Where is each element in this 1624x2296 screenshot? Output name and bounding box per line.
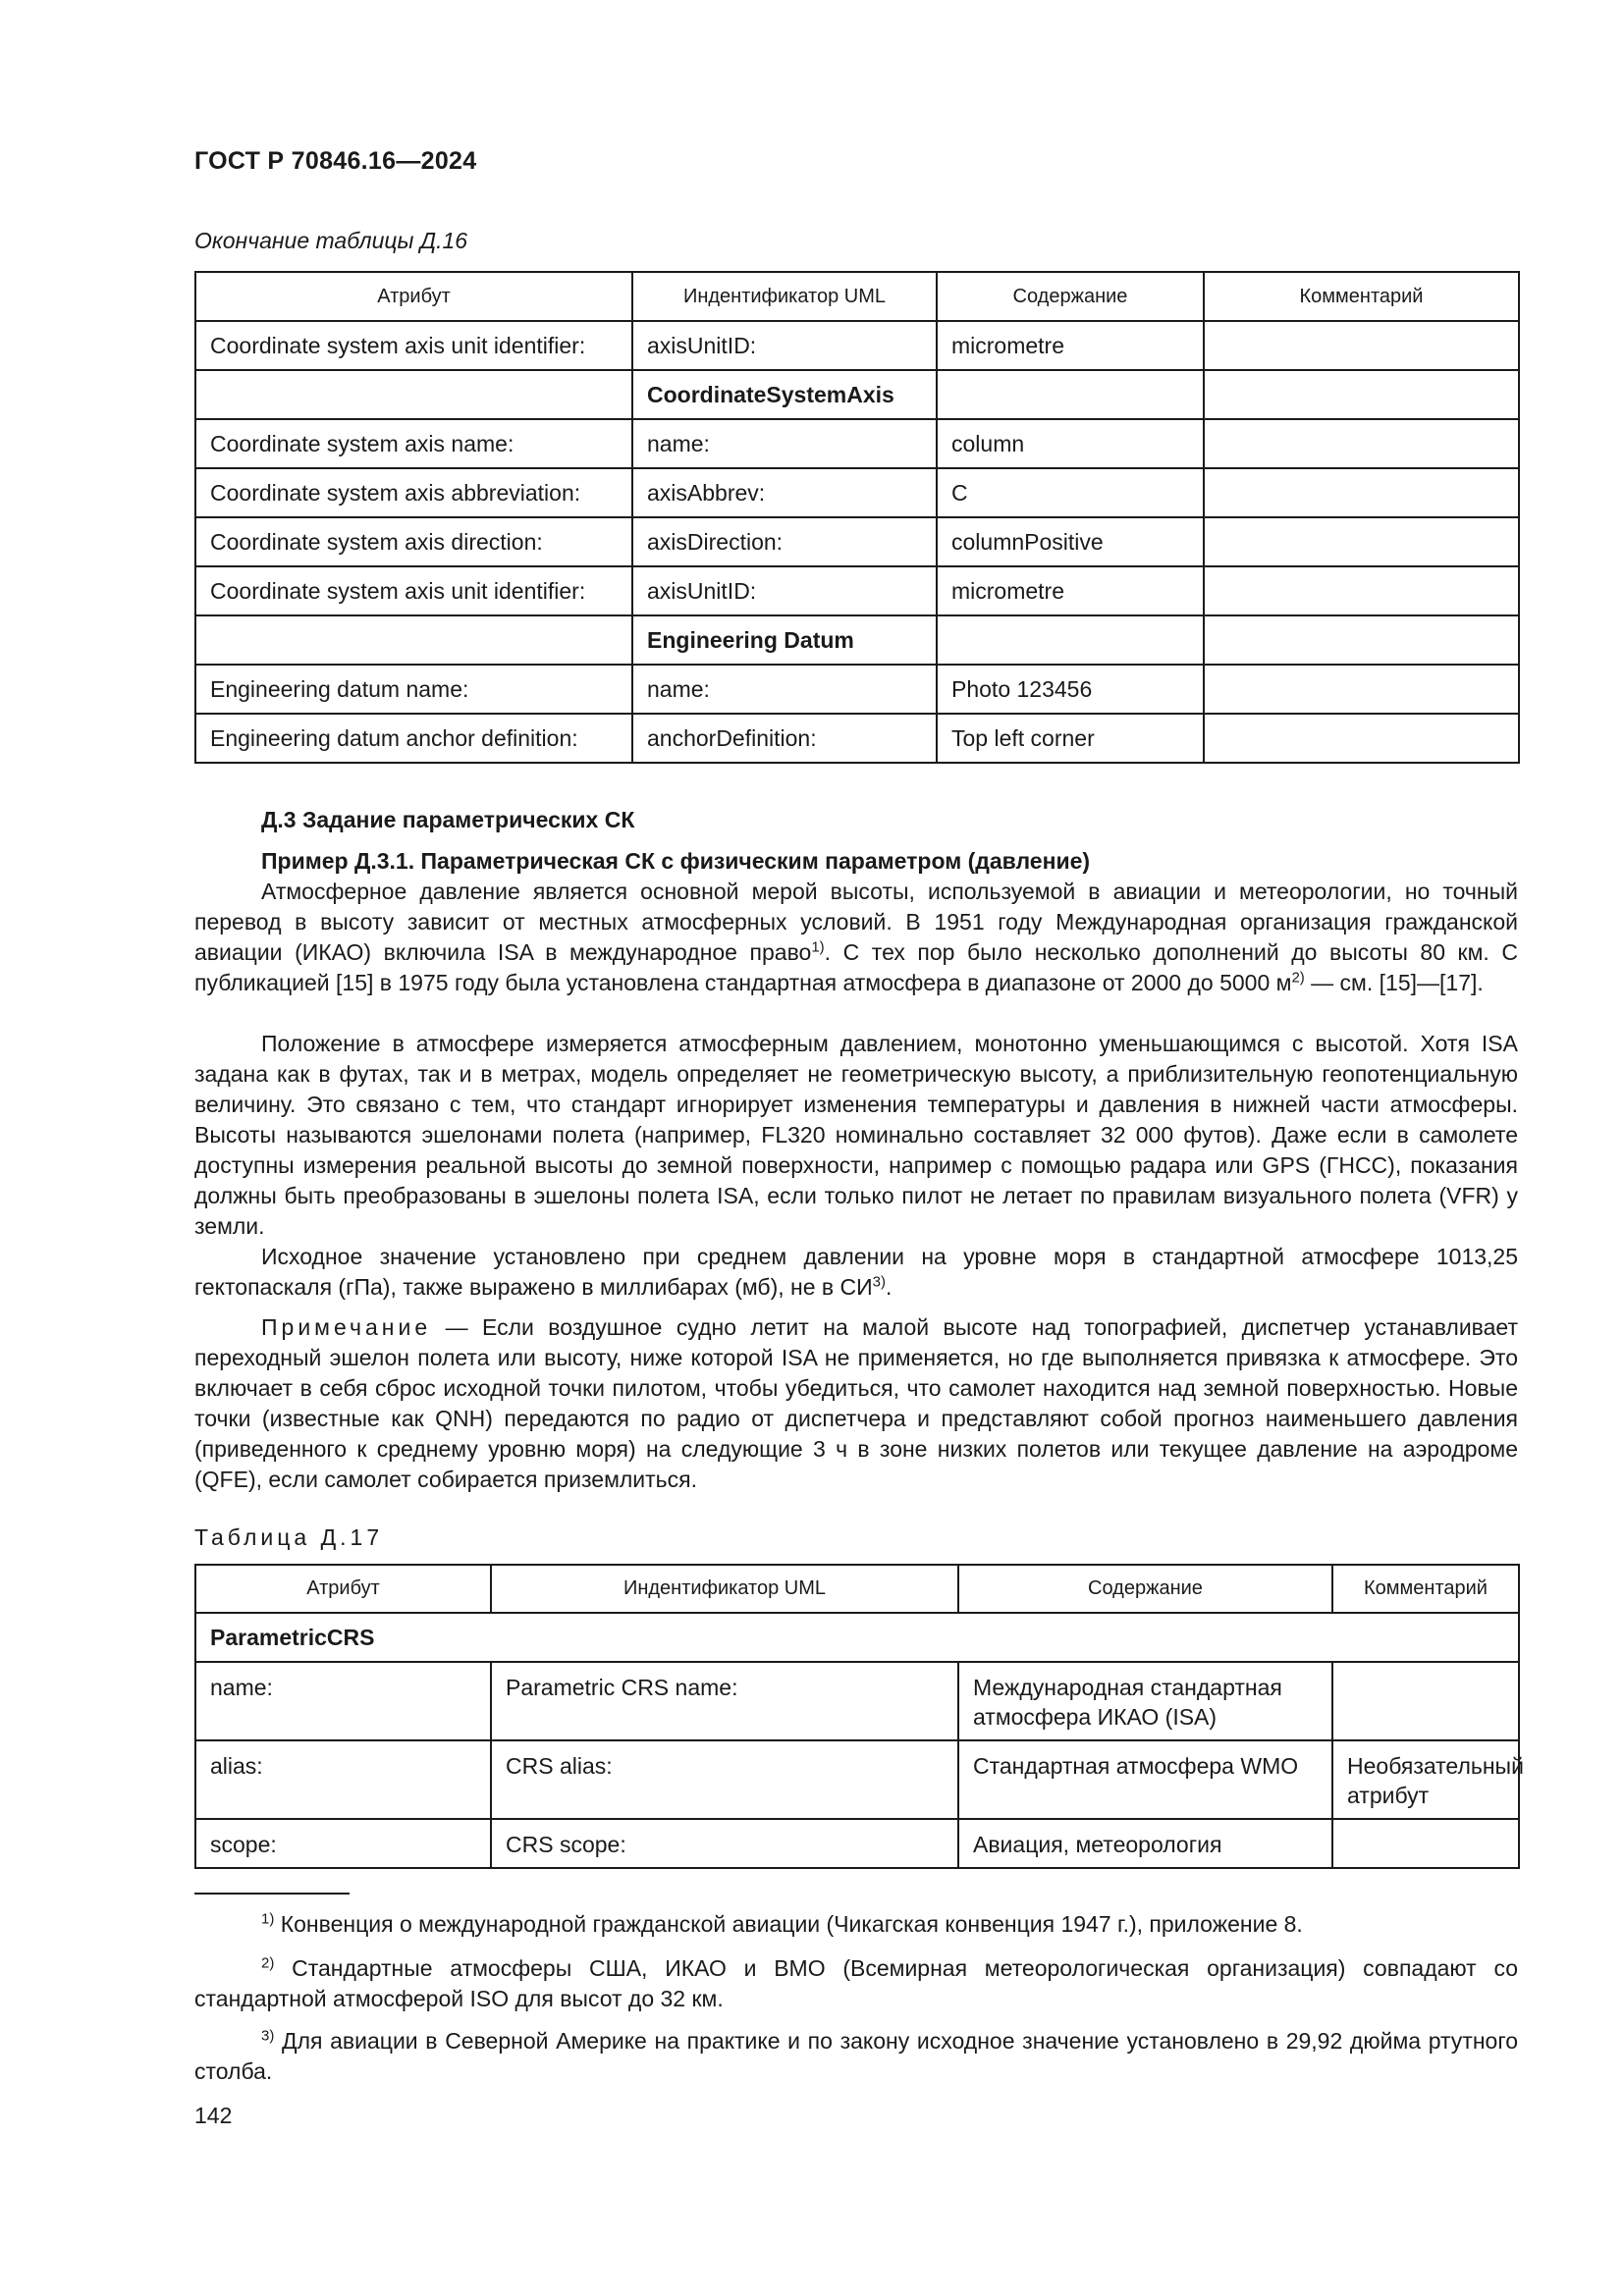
cell-attribute: Coordinate system axis name:	[195, 419, 632, 468]
column-header: Комментарий	[1204, 272, 1519, 321]
cell-attribute: Coordinate system axis unit identifier:	[195, 566, 632, 615]
cell-comment	[1204, 517, 1519, 566]
example-heading: Пример Д.3.1. Параметрическая СК с физическим параметром (давление)	[261, 848, 1091, 874]
section-heading: Д.3 Задание параметрических СК	[261, 807, 635, 832]
cell-content: Top left corner	[937, 714, 1204, 763]
table2-caption: Таблица Д.17	[194, 1524, 384, 1550]
cell-comment	[1204, 370, 1519, 419]
cell-uml-id: Parametric CRS name:	[491, 1662, 958, 1740]
footnote-ref-2: 2)	[1291, 969, 1305, 987]
table-d16	[194, 271, 1520, 764]
table-row	[195, 419, 1519, 468]
cell-uml-id: anchorDefinition:	[632, 714, 937, 763]
paragraph-3-text-a: Исходное значение установлено при среднем давлении на уровне моря в стандартной атмосфере 1013,25 гектопаскаля (гПа), также выражено в миллибарах (мб), не в СИ	[194, 1244, 1518, 1300]
cell-content: Стандартная атмосфера WMO	[958, 1740, 1332, 1819]
footnote-text: Стандартные атмосферы США, ИКАО и ВМО (Всемирная метеорологическая организация) совпадают со стандартной атмосферой ISO для высот до 32 км.	[194, 1955, 1518, 2011]
table-row	[195, 321, 1519, 370]
footnote-2	[194, 1953, 1518, 2014]
cell-comment	[1204, 419, 1519, 468]
cell-uml-id: CRS alias:	[491, 1740, 958, 1819]
cell-uml-id: axisAbbrev:	[632, 468, 937, 517]
cell-uml-id: axisUnitID:	[632, 321, 937, 370]
paragraph-2: Положение в атмосфере измеряется атмосферным давлением, монотонно уменьшающимся с высотой. Хотя ISA задана как в футах, так и в метрах, модель определяет не геометрическую высоту, а приблизительную геопотенциальную величину. Это связано с тем, что стандарт игнорирует изменения температуры и давления в нижней части атмосферы. Высоты называются эшелонами полета (например, FL320 номинально составляет 32 000 футов). Даже если в самолете доступны измерения реальной высоты до земной поверхности, например с помощью радара или GPS (ГНСС), показания должны быть преобразованы в эшелоны полета ISA, если только пилот не летает по правилам визуального полета (VFR) у земли.	[194, 1031, 1518, 1239]
cell-uml-id: name:	[632, 419, 937, 468]
table-row	[195, 615, 1519, 665]
paragraph-1-text-b: . С тех пор было несколько дополнений до высоты 80 км. С публикацией [15] в 1975 году была установлена стандартная атмосфера в диапазоне от 2000 до 5000 м	[194, 939, 1518, 995]
cell-content: Международная стандартная атмосфера ИКАО (ISA)	[958, 1662, 1332, 1740]
table-row	[195, 566, 1519, 615]
cell-attribute: alias:	[195, 1740, 491, 1819]
footnote-text: Для авиации в Северной Америке на практике и по закону исходное значение установлено в 29,92 дюйма ртутного столба.	[194, 2028, 1518, 2084]
note-text: — Если воздушное судно летит на малой высоте над топографией, диспетчер устанавливает переходный эшелон полета или высоту, ниже которой ISA не применяется, но где выполняется привязка к атмосфере. Это включает в себя сброс исходной точки пилотом, чтобы убедиться, что самолет находится над земной поверхностью. Новые точки (известные как QNH) передаются по радио от диспетчера и представляют собой прогноз наименьшего давления (приведенного к среднему уровню моря) на следующие 3 ч в зоне низких полетов или текущее давление на аэродроме (QFE), если самолет собирается приземлиться.	[194, 1314, 1518, 1492]
paragraph-1-text-c: — см. [15]—[17].	[1304, 970, 1484, 995]
column-header: Индентификатор UML	[632, 272, 937, 321]
table-row	[195, 714, 1519, 763]
cell-content	[937, 615, 1204, 665]
footnote-1	[194, 1909, 1518, 1940]
footnote-text: Конвенция о международной гражданской авиации (Чикагская конвенция 1947 г.), приложение 8.	[274, 1911, 1303, 1937]
table-row	[195, 370, 1519, 419]
cell-attribute: Coordinate system axis abbreviation:	[195, 468, 632, 517]
table-row	[195, 1740, 1519, 1819]
column-header: Комментарий	[1332, 1565, 1519, 1613]
cell-comment	[1204, 321, 1519, 370]
footnote-mark: 1)	[261, 1910, 275, 1928]
cell-comment	[1204, 468, 1519, 517]
cell-attribute: Engineering datum name:	[195, 665, 632, 714]
footnote-ref-1: 1)	[811, 938, 825, 956]
document-header: ГОСТ Р 70846.16—2024	[194, 147, 477, 175]
paragraph-1	[194, 877, 1518, 998]
cell-content: C	[937, 468, 1204, 517]
table1-caption: Окончание таблицы Д.16	[194, 228, 468, 253]
cell-attribute: Engineering datum anchor definition:	[195, 714, 632, 763]
cell-uml-id: CoordinateSystemAxis	[632, 370, 937, 419]
footnote-mark: 2)	[261, 1954, 275, 1972]
table-row	[195, 1819, 1519, 1868]
cell-uml-id: CRS scope:	[491, 1819, 958, 1868]
cell-uml-id: axisDirection:	[632, 517, 937, 566]
paragraph-3	[194, 1242, 1518, 1303]
page-number: 142	[194, 2103, 233, 2128]
cell-content: column	[937, 419, 1204, 468]
group-row: ParametricCRS	[195, 1613, 1519, 1662]
footnote-mark: 3)	[261, 2027, 275, 2045]
paragraph-1-text-a: Атмосферное давление является основной мерой высоты, используемой в авиации и метеорологии, но точный перевод в высоту зависит от местных атмосферных условий. В 1951 году Международная организация гражданской авиации (ИКАО) включила ISA в международное право	[194, 879, 1518, 965]
paragraph-3-text-b: .	[886, 1274, 893, 1300]
cell-comment	[1204, 566, 1519, 615]
cell-uml-id: name:	[632, 665, 937, 714]
table-row	[195, 665, 1519, 714]
cell-content: columnPositive	[937, 517, 1204, 566]
cell-comment	[1332, 1662, 1519, 1740]
table-d17	[194, 1564, 1524, 1869]
cell-attribute: Coordinate system axis unit identifier:	[195, 321, 632, 370]
cell-content: Авиация, метеорология	[958, 1819, 1332, 1868]
cell-attribute	[195, 615, 632, 665]
column-header: Содержание	[958, 1565, 1332, 1613]
note-label: Примечание	[261, 1314, 432, 1340]
cell-content: Photo 123456	[937, 665, 1204, 714]
table-row	[195, 517, 1519, 566]
cell-comment: Необязательный атрибут	[1332, 1740, 1519, 1819]
footnote-3	[194, 2026, 1518, 2087]
cell-uml-id: axisUnitID:	[632, 566, 937, 615]
cell-comment	[1332, 1819, 1519, 1868]
cell-comment	[1204, 665, 1519, 714]
table-row	[195, 468, 1519, 517]
cell-uml-id: Engineering Datum	[632, 615, 937, 665]
footnote-separator	[194, 1893, 350, 1895]
column-header: Индентификатор UML	[491, 1565, 958, 1613]
cell-content: micrometre	[937, 566, 1204, 615]
cell-comment	[1204, 615, 1519, 665]
cell-attribute: scope:	[195, 1819, 491, 1868]
cell-comment	[1204, 714, 1519, 763]
footnote-ref-3: 3)	[872, 1273, 887, 1291]
column-header: Атрибут	[195, 272, 632, 321]
cell-attribute	[195, 370, 632, 419]
cell-content: micrometre	[937, 321, 1204, 370]
column-header: Атрибут	[195, 1565, 491, 1613]
table-row	[195, 1662, 1519, 1740]
note-paragraph	[194, 1312, 1518, 1495]
cell-content	[937, 370, 1204, 419]
cell-attribute: name:	[195, 1662, 491, 1740]
cell-attribute: Coordinate system axis direction:	[195, 517, 632, 566]
column-header: Содержание	[937, 272, 1204, 321]
